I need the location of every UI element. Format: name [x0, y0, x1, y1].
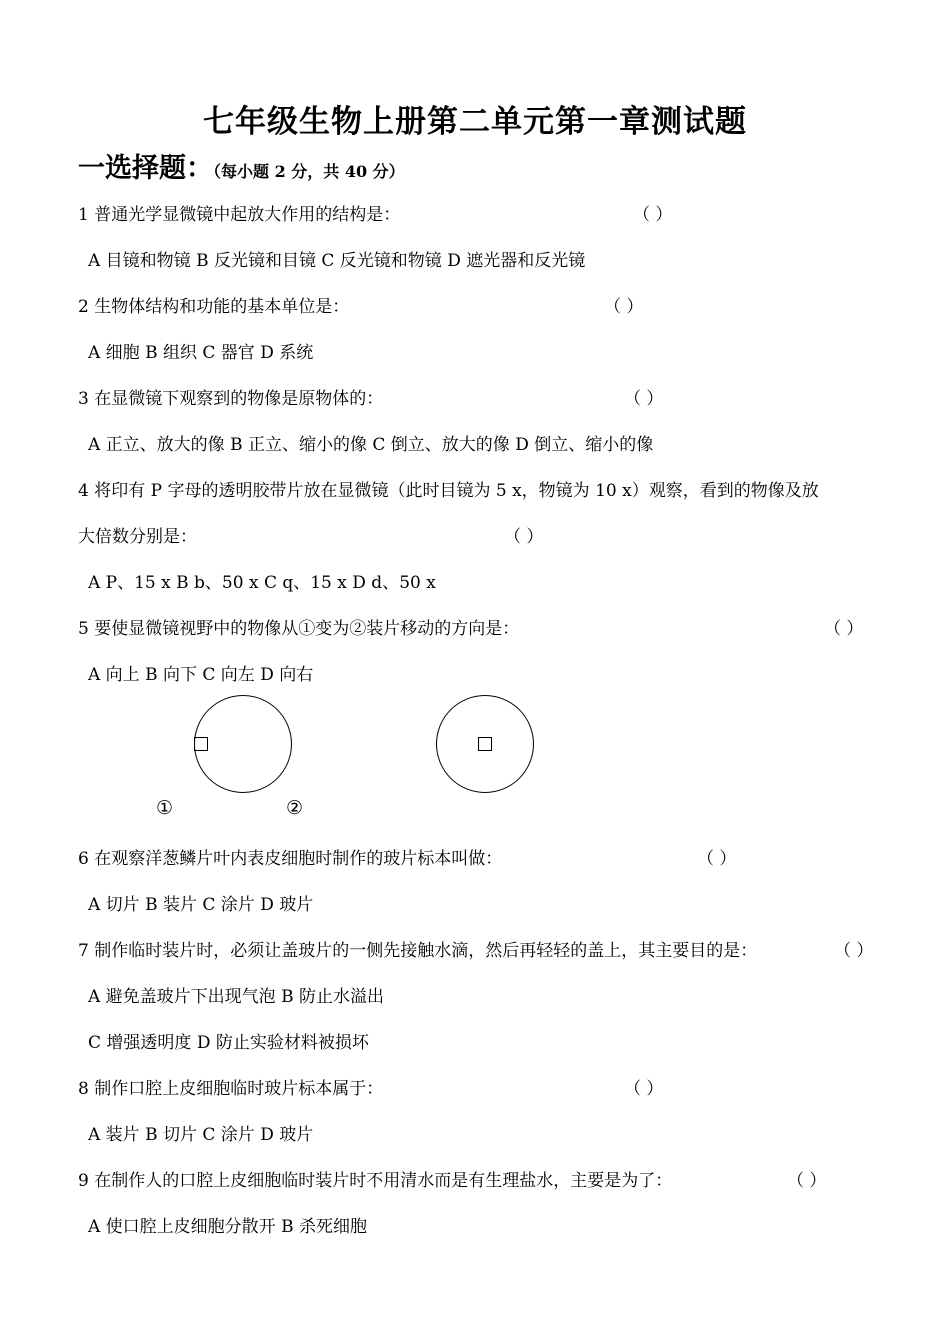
- question-8: 8 制作口腔上皮细胞临时玻片标本属于：: [78, 1079, 384, 1099]
- answer-paren-3: （ ）: [624, 389, 664, 409]
- answer-paren-7: （ ）: [834, 941, 874, 961]
- question-3: 3 在显微镜下观察到的物像是原物体的：: [78, 389, 384, 409]
- question-9: 9 在制作人的口腔上皮细胞临时装片时不用清水而是有生理盐水，主要是为了：: [78, 1171, 673, 1191]
- section-title: 一选择题：: [78, 153, 213, 184]
- answer-paren-1: （ ）: [633, 205, 673, 225]
- answer-paren-8: （ ）: [624, 1079, 664, 1099]
- figure-label-1: ①: [156, 797, 174, 819]
- answer-paren-2: （ ）: [604, 297, 644, 317]
- section-heading: [78, 146, 405, 185]
- options-9: A 使口腔上皮细胞分散开 B 杀死细胞: [88, 1217, 367, 1237]
- answer-paren-4: （ ）: [504, 527, 544, 547]
- answer-paren-9: （ ）: [787, 1171, 827, 1191]
- options-8: A 装片 B 切片 C 涂片 D 玻片: [88, 1125, 314, 1145]
- options-2: A 细胞 B 组织 C 器官 D 系统: [88, 343, 314, 363]
- options-4: A P、15 x B b、50 x C q、15 x D d、50 x: [88, 573, 436, 593]
- question-5: 5 要使显微镜视野中的物像从①变为②装片移动的方向是：: [78, 619, 520, 639]
- section-note: （每小题 2 分，共 40 分）: [213, 162, 405, 181]
- options-3: A 正立、放大的像 B 正立、缩小的像 C 倒立、放大的像 D 倒立、缩小的像: [88, 435, 654, 455]
- options-6: A 切片 B 装片 C 涂片 D 玻片: [88, 895, 314, 915]
- question-2: 2 生物体结构和功能的基本单位是：: [78, 297, 350, 317]
- question-7: 7 制作临时装片时，必须让盖玻片的一侧先接触水滴，然后再轻轻的盖上，其主要目的是：: [78, 941, 758, 961]
- options-1: A 目镜和物镜 B 反光镜和目镜 C 反光镜和物镜 D 遮光器和反光镜: [88, 251, 586, 271]
- field-of-view-1: [194, 695, 292, 793]
- page-title: 七年级生物上册第二单元第一章测试题: [203, 104, 747, 140]
- answer-paren-6: （ ）: [697, 849, 737, 869]
- question-4-cont: 大倍数分别是：: [78, 527, 197, 547]
- question-1: 1 普通光学显微镜中起放大作用的结构是：: [78, 205, 401, 225]
- specimen-square-2: [478, 737, 492, 751]
- question-6: 6 在观察洋葱鳞片叶内表皮细胞时制作的玻片标本叫做：: [78, 849, 503, 869]
- figure-label-2: ②: [286, 797, 304, 819]
- options-7b: C 增强透明度 D 防止实验材料被损坏: [88, 1033, 369, 1053]
- question-4: 4 将印有 P 字母的透明胶带片放在显微镜（此时目镜为 5 x，物镜为 10 x）观察，看到的物像及放: [78, 481, 819, 501]
- options-7: A 避免盖玻片下出现气泡 B 防止水溢出: [88, 987, 384, 1007]
- answer-paren-5: （ ）: [824, 619, 864, 639]
- specimen-square-1: [194, 737, 208, 751]
- options-5: A 向上 B 向下 C 向左 D 向右: [88, 665, 314, 685]
